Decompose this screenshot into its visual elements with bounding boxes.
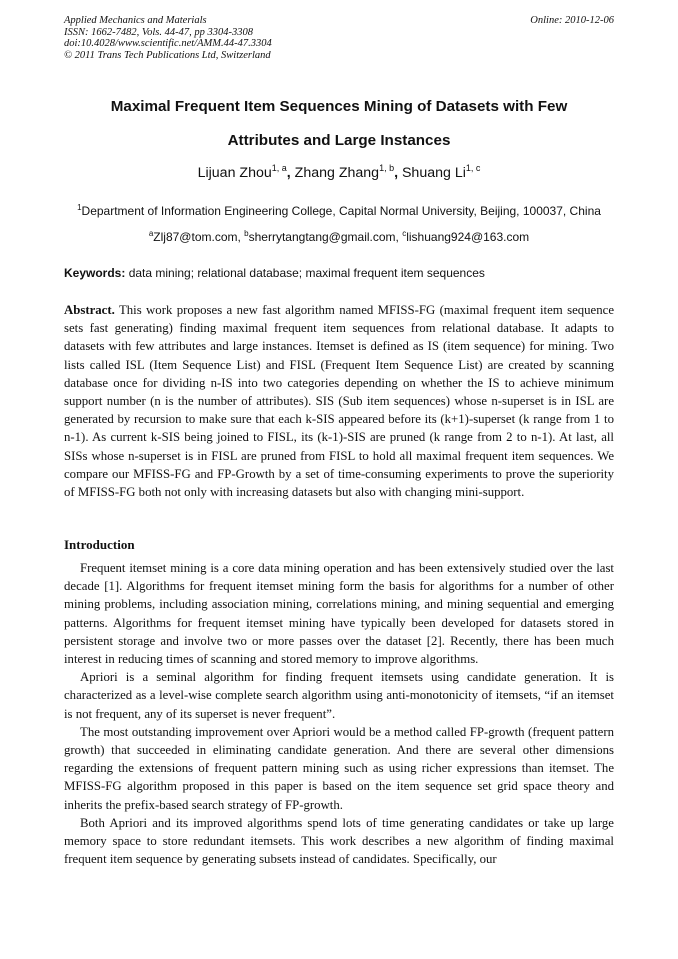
paragraph: Frequent itemset mining is a core data mining operation and has been extensively studied over the last decade [1]. Algorithms for frequent itemset mining form the basis for algorithms for a number of other mining problems, including association mining, correlations mining, and mining sequential and emerging patterns. Algorithms for frequent itemset mining have typically been developed for datasets stored in persistent storage and involve two or more passes over the dataset [2]. Recently, there has been much interest in reducing times of scanning and stored memory to improve algorithms. <box>64 561 614 667</box>
introduction-body <box>64 559 614 868</box>
abstract-text: This work proposes a new fast algorithm named MFISS-FG (maximal frequent item sequence sets fast generating) finding maximal frequent item sequences from relational database. It adapts to datasets with few attributes and large instances. Itemset is defined as IS (item sequence) for mining. Two lists called ISL (Item Sequence List) and FISL (Frequent Item Sequence List) are created by scanning database once for dividing n-IS into two categories depending on whether the IS to achieve minimum support number (n is the number of attributes). SIS (Sub item sequences) whose n-superset is in ISL are generated by recursion to make sure that each k-SIS appeared before its (k+1)-superset (k range from 1 to n-1). As current k-SIS being joined to FISL, its (k-1)-SIS are pruned (k range from 2 to n-1). At last, all SISs whose n-superset is in FISL are pruned from FISL to hold all maximal frequent item sequences. We compare our MFISS-FG and FP-Growth by a set of time-consuming experiments to prove the superiority of MFISS-FG both not only with increasing datasets but also with changing mini-support. <box>64 303 614 500</box>
author-list <box>40 165 638 181</box>
title-line-1: Maximal Frequent Item Sequences Mining of Datasets with Few <box>110 98 568 115</box>
keywords <box>64 266 485 280</box>
affiliation <box>40 204 638 218</box>
paragraph: The most outstanding improvement over Apriori would be a method called FP-growth (frequent pattern growth) that succeeded in eliminating candidate generation. And there are several other dimensions regarding the extensions of frequent pattern mining such as using richer expressions than itemset. The MFISS-FG algorithm proposed in this paper is based on the item sequence set grid space theory and inherits the prefix-based search strategy of FP-growth. <box>64 724 614 812</box>
journal-name: Applied Mechanics and Materials <box>64 15 207 26</box>
author-affil-mark: 1, b <box>379 163 395 173</box>
online-date: Online: 2010-12-06 <box>530 15 614 26</box>
email-separator: , <box>395 230 403 244</box>
paragraph: Both Apriori and its improved algorithms spend lots of time generating candidates or take up large memory space to store redundant itemsets. This work describes a new algorithm of finding maximal frequent item sequence by generating subsets instead of candidates. Specifically, our <box>64 815 614 867</box>
author-separator: , <box>394 165 402 181</box>
email-address[interactable]: sherrytangtang@gmail.com <box>248 230 396 244</box>
paragraph: Apriori is a seminal algorithm for finding frequent itemsets using candidate generation. It is characterized as a level-wise complete search algorithm using anti-monotonicity of itemsets, “if an itemset is not frequent, any of its superset is never frequent”. <box>64 670 614 721</box>
issn-line: ISSN: 1662-7482, Vols. 44-47, pp 3304-3308 <box>64 26 253 38</box>
journal-header <box>64 15 272 61</box>
email-address[interactable]: Zlj87@tom.com <box>153 230 238 244</box>
author-name: Lijuan Zhou <box>197 165 272 181</box>
abstract-label: Abstract. <box>64 303 115 317</box>
email-separator: , <box>237 230 245 244</box>
affiliation-mark: 1 <box>77 203 82 212</box>
copyright-line: © 2011 Trans Tech Publications Ltd, Switzerland <box>64 49 271 61</box>
author-name: Shuang Li <box>401 165 466 181</box>
email-address[interactable]: lishuang924@163.com <box>406 230 530 244</box>
abstract <box>64 301 614 501</box>
author-affil-mark: 1, a <box>271 163 287 173</box>
keywords-text: data mining; relational database; maximal frequent item sequences <box>125 266 485 280</box>
affiliation-text: Department of Information Engineering College, Capital Normal University, Beijing, 100037, China <box>81 204 601 218</box>
paper-title <box>40 90 638 158</box>
author-name: Zhang Zhang <box>294 165 380 181</box>
email-list <box>40 230 638 244</box>
doi-line: doi:10.4028/www.scientific.net/AMM.44-47.3304 <box>64 38 272 50</box>
title-line-2: Attributes and Large Instances <box>227 132 451 149</box>
email-mark: c <box>402 229 407 238</box>
email-mark: a <box>148 229 154 238</box>
author-affil-mark: 1, c <box>465 163 481 173</box>
keywords-label: Keywords: <box>64 266 126 280</box>
author-separator: , <box>286 165 295 181</box>
email-mark: b <box>244 229 249 238</box>
section-heading: Introduction <box>64 537 135 552</box>
